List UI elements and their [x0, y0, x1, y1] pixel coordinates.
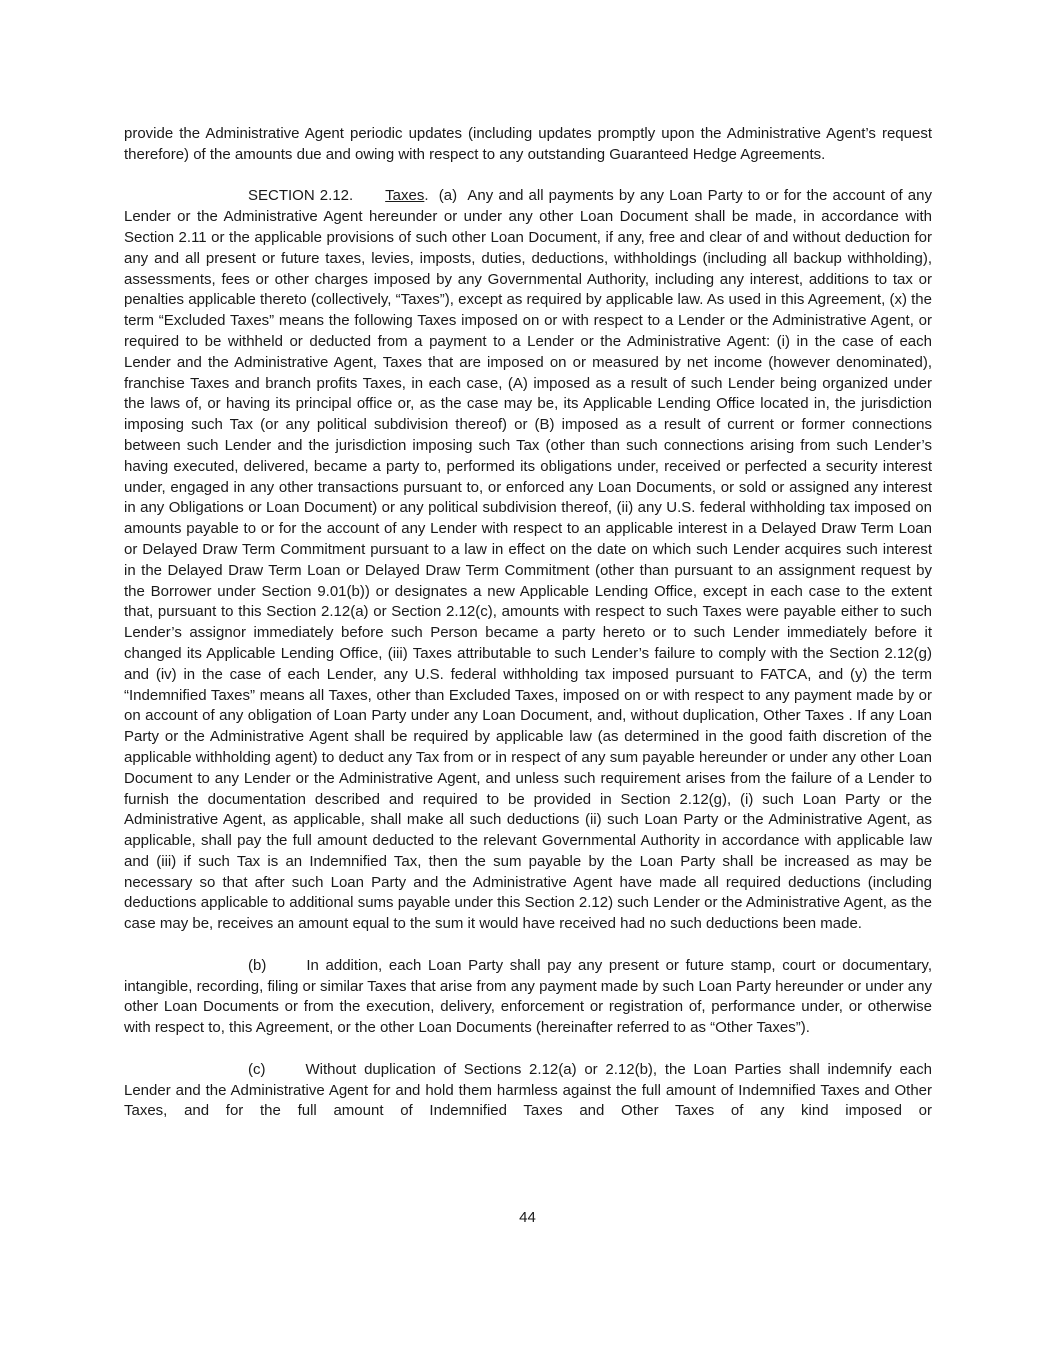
subsection-b-marker: (b) [248, 956, 267, 974]
subsection-b-paragraph [124, 956, 932, 1039]
section-caption-punct: . [424, 187, 429, 205]
subsection-c-marker: (c) [248, 1060, 266, 1078]
subsection-a-text: Any and all payments by any Loan Party to or for the account of any Lender or the Administrative Agent hereunder or under any other Loan Document shall be made, in accordance with Section 2.11 or the applicable provisions of such other Loan Document, if any, free and clear of and without deduction for any and all present or future taxes, levies, imposts, duties, deductions, withholdings (including all backup withholding), assessments, fees or other charges imposed by any Governmental Authority, including any interest, additions to tax or penalties applicable thereto (collectively, “Taxes”), except as required by applicable law. As used in this Agreement, (x) the term “Excluded Taxes” means the following Taxes imposed on or with respect to a Lender or the Administrative Agent, or required to be withheld or deducted from a payment to a Lender or the Administrative Agent: (i) in the case of each Lender and the Administrative Agent, Taxes that are imposed on or measured by net income (however denominated), franchise Taxes and branch profits Taxes, in each case, (A) imposed as a result of such Lender being organized under the laws of, or having its principal office or, as the case may be, its Applicable Lending Office located in, the jurisdiction imposing such Tax (or any political subdivision thereof) or (B) imposed as a result of current or former connections between such Lender and the jurisdiction imposing such Tax (other than such connections arising from such Lender’s having executed, delivered, became a party to, performed its obligations under, received or perfected a security interest under, engaged in any other transactions pursuant to, or enforced any Loan Documents, or sold or assigned any interest in any Obligations or Loan Document) or any political subdivision thereof, (ii) any U.S. federal withholding tax imposed on amounts payable to or for the account of any Lender with respect to an applicable interest in a Delayed Draw Term Loan or Delayed Draw Term Commitment pursuant to a law in effect on the date on which such Lender acquires such interest in the Delayed Draw Term Loan or Delayed Draw Term Commitment (other than pursuant to an assignment request by the Borrower under Section 9.01(b)) or designates a new Applicable Lending Office, except in each case to the extent that, pursuant to this Section 2.12(a) or Section 2.12(c), amounts with respect to such Taxes were payable either to such Lender’s assignor immediately before such Person became a party hereto or to such Lender immediately before it changed its Applicable Lending Office, (iii) Taxes attributable to such Lender’s failure to comply with the Section 2.12(g) and (iv) in the case of each Lender, any U.S. federal withholding tax imposed pursuant to FATCA, and (y) the term “Indemnified Taxes” means all Taxes, other than Excluded Taxes, imposed on or with respect to any payment made by or on account of any obligation of Loan Party under any Loan Document, and, without duplication, Other Taxes . If any Loan Party or the Administrative Agent shall be required by applicable law (as determined in the good faith discretion of the applicable withholding agent) to deduct any Tax from or in respect of any sum payable hereunder or under any other Loan Document to any Lender or the Administrative Agent, and unless such requirement arises from the failure of a Lender to furnish the documentation described and required to be provided in Section 2.12(g), (i) such Loan Party or the Administrative Agent, as applicable, shall make all such deductions (ii) such Loan Party or the Administrative Agent, as applicable, shall pay the full amount deducted to the relevant Governmental Authority in accordance with applicable law and (iii) if such Tax is an Indemnified Tax, then the sum payable by the Loan Party shall be increased as may be necessary so that after such Loan Party and the Administrative Agent have made all required deductions (including deductions applicable to additional sums payable under this Section 2.12) such Lender or the Administrative Agent, as the case may be, receives an amount equal to the sum it would have received had no such deductions been made. [124, 187, 932, 933]
section-caption: Taxes [385, 187, 425, 205]
subsection-a-marker: (a) [438, 187, 458, 205]
page-number: 44 [519, 1209, 536, 1226]
subsection-c-text: Without duplication of Sections 2.12(a) or 2.12(b), the Loan Parties shall indemnify each Lender and the Administrative Agent for and hold them harmless against the full amount of Indemnified Taxes and Other Taxes, and for the full amount of Indemnified Taxes and Other Taxes of any kind imposed or [124, 1060, 932, 1120]
document-page [124, 124, 932, 1122]
section-label: SECTION 2.12. [248, 187, 354, 205]
continuation-paragraph: provide the Administrative Agent periodic updates (including updates promptly upon the Administrative Agent’s request therefore) of the amounts due and owing with respect to any outstanding Guaranteed Hedge Agreements. [124, 125, 932, 163]
subsection-b-text: In addition, each Loan Party shall pay any present or future stamp, court or documentary, intangible, recording, filing or similar Taxes that arise from any payment made by such Loan Party hereunder or under any other Loan Documents or from the execution, delivery, enforcement or registration of, performance under, or otherwise with respect to, this Agreement, or the other Loan Documents (hereinafter referred to as “Other Taxes”). [124, 956, 932, 1037]
subsection-c-paragraph [124, 1060, 932, 1122]
section-2-12-paragraph [124, 186, 932, 935]
